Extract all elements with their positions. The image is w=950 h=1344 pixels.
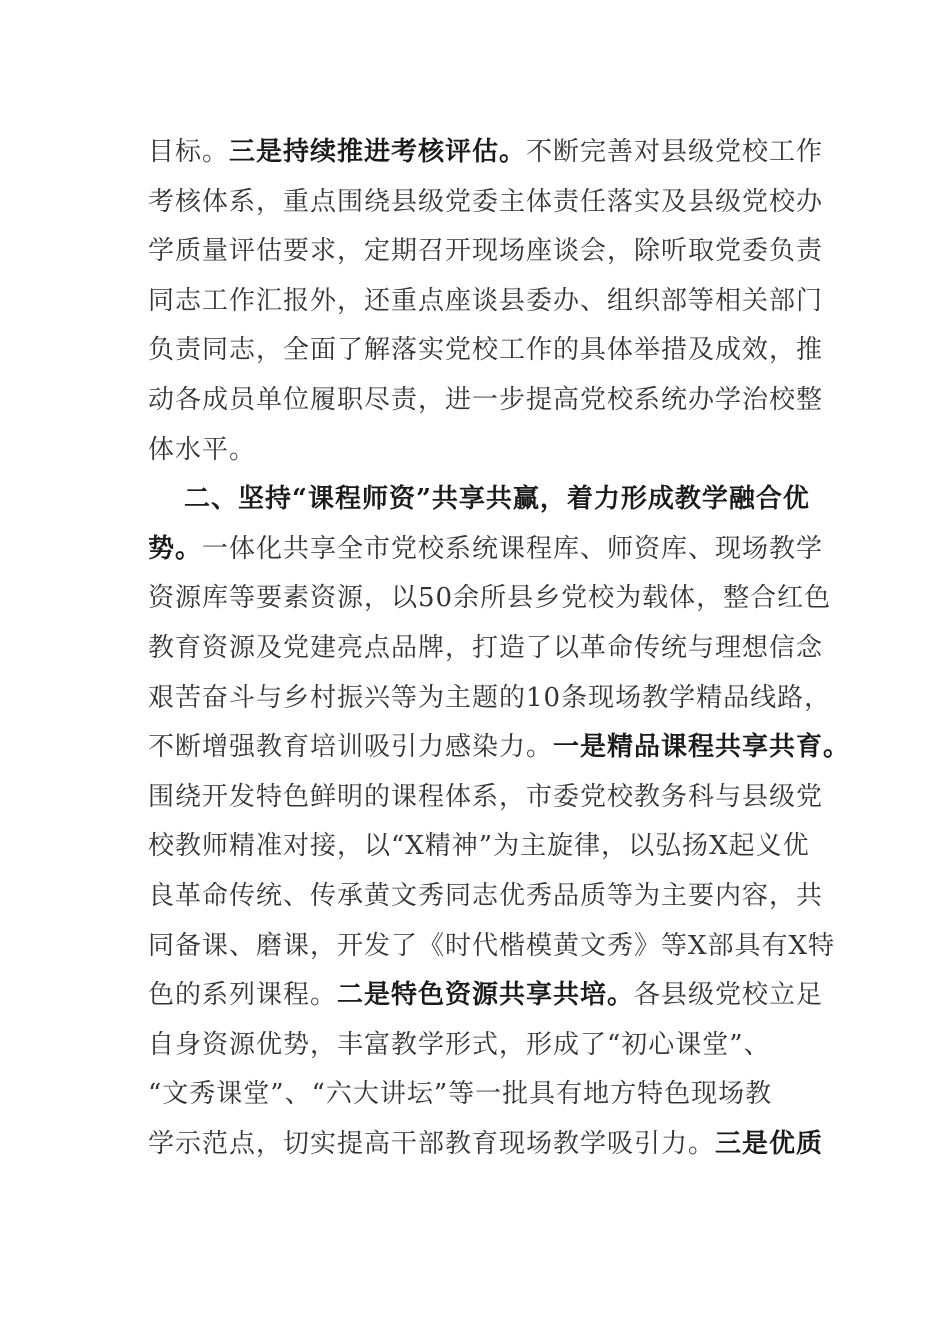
- text-line: [148, 574, 832, 624]
- bold-heading: 二是特色资源共享共培。: [337, 980, 635, 1011]
- text-segment: 体水平。: [148, 434, 257, 465]
- bold-heading: 一是精品课程共享共育。: [553, 732, 851, 763]
- section-heading: 二、坚持“课程师资”共享共赢，着力形成教学融合优: [184, 484, 810, 515]
- bold-heading: 三是持续推进考核评估。: [229, 137, 527, 167]
- text-line: [148, 178, 824, 228]
- text-line: [148, 723, 851, 773]
- text-segment: 动各成员单位履职尽责，进一步提高党校系统办学治校整: [148, 384, 824, 415]
- text-line: [148, 128, 824, 178]
- text-segment: 学质量评估要求，定期召开现场座谈会，除听取党委负责: [148, 236, 824, 267]
- text-segment: 良革命传统、传承黄文秀同志优秀品质等为主要内容，共: [148, 880, 824, 911]
- text-line: [148, 971, 824, 1021]
- bold-heading: 三是优质: [715, 1128, 824, 1159]
- text-line: [148, 525, 824, 575]
- text-segment: 学示范点，切实提高干部教育现场教学吸引力。: [148, 1128, 716, 1159]
- text-segment: 艰苦奋斗与乡村振兴等为主题的10条现场教学精品线路，: [148, 682, 832, 713]
- text-line: [148, 426, 808, 476]
- text-segment: 同备课、磨课，开发了《时代楷模黄文秀》等X部具有X特: [148, 930, 836, 961]
- text-line: [148, 227, 824, 277]
- text-segment: 一体化共享全市党校系统课程库、师资库、现场教学: [202, 533, 824, 564]
- text-line: [148, 922, 836, 972]
- text-line: [148, 624, 824, 674]
- text-line: [148, 822, 808, 872]
- text-line: [148, 674, 832, 724]
- text-segment: “文秀课堂”、“六大讲坛”等一批具有地方特色现场教: [148, 1079, 773, 1110]
- text-segment: 各县级党校立足: [634, 980, 824, 1011]
- text-segment: 目标。: [148, 137, 230, 167]
- document-body: [148, 128, 851, 1169]
- text-line: [148, 1070, 808, 1120]
- text-segment: 资源库等要素资源，以50余所县乡党校为载体，整合红色: [148, 583, 832, 614]
- text-segment: 不断增强教育培训吸引力感染力。: [148, 732, 554, 763]
- text-segment: 同志工作汇报外，还重点座谈县委办、组织部等相关部门: [148, 285, 824, 316]
- text-line: [148, 773, 824, 823]
- section-heading: 势。: [148, 533, 203, 564]
- text-segment: 校教师精准对接，以“X精神”为主旋律，以弘扬X起义优: [148, 831, 810, 862]
- text-segment: 考核体系，重点围绕县级党委主体责任落实及县级党校办: [148, 186, 824, 217]
- text-line: [148, 1120, 824, 1170]
- text-line: [148, 1021, 808, 1071]
- text-line: [148, 872, 824, 922]
- text-segment: 自身资源优势，丰富教学形式，形成了“初心课堂”、: [148, 1029, 771, 1060]
- text-segment: 色的系列课程。: [148, 980, 338, 1011]
- text-line: [148, 277, 824, 327]
- section-heading-line: [148, 475, 808, 525]
- text-line: [148, 326, 824, 376]
- text-segment: 围绕开发特色鲜明的课程体系，市委党校教务科与县级党: [148, 781, 824, 812]
- text-segment: 不断完善对县级党校工作: [526, 137, 824, 167]
- text-segment: 教育资源及党建亮点品牌，打造了以革命传统与理想信念: [148, 632, 824, 663]
- text-line: [148, 376, 824, 426]
- text-segment: 负责同志，全面了解落实党校工作的具体举措及成效，推: [148, 335, 824, 366]
